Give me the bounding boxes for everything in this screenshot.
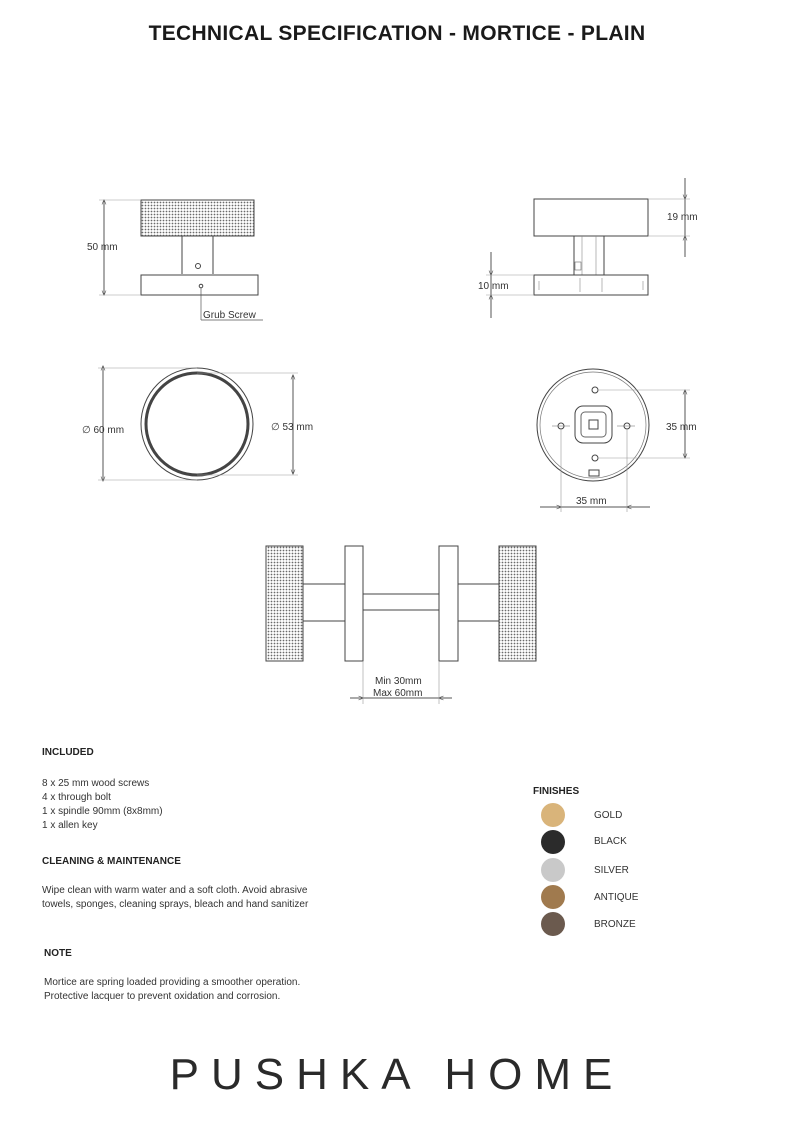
finish-swatch-gold bbox=[541, 803, 565, 827]
finish-swatch-black bbox=[541, 830, 565, 854]
included-item: 8 x 25 mm wood screws bbox=[42, 778, 150, 789]
finishes-heading: FINISHES bbox=[533, 786, 580, 797]
page-title: TECHNICAL SPECIFICATION - MORTICE - PLAIN bbox=[148, 22, 646, 45]
rose-diameter-label: ∅ 60 mm bbox=[82, 425, 125, 436]
brand-wordmark: PUSHKA HOME bbox=[169, 1050, 625, 1099]
cleaning-text bbox=[42, 884, 308, 912]
finish-label-black: BLACK bbox=[594, 836, 627, 847]
note-line: Mortice are spring loaded providing a smoother operation. bbox=[44, 977, 301, 988]
front-view bbox=[98, 366, 298, 481]
included-item: 1 x allen key bbox=[42, 820, 98, 831]
top-height-label: 19 mm bbox=[667, 212, 698, 223]
back-horizontal-label: 35 mm bbox=[576, 496, 607, 507]
finish-label-silver: SILVER bbox=[594, 865, 629, 876]
finish-label-antique: ANTIQUE bbox=[594, 892, 639, 903]
finish-swatch-silver bbox=[541, 858, 565, 882]
included-item: 4 x through bolt bbox=[42, 792, 111, 803]
included-list bbox=[42, 777, 163, 833]
back-view bbox=[537, 369, 690, 512]
side-view bbox=[99, 200, 263, 320]
cleaning-line: Wipe clean with warm water and a soft cloth. Avoid abrasive bbox=[42, 885, 308, 896]
included-item: 1 x spindle 90mm (8x8mm) bbox=[42, 806, 163, 817]
finish-label-gold: GOLD bbox=[594, 810, 623, 821]
door-min-label: Min 30mm bbox=[375, 676, 422, 687]
note-line: Protective lacquer to prevent oxidation and corrosion. bbox=[44, 991, 281, 1002]
spindle bbox=[363, 594, 439, 610]
finish-label-bronze: BRONZE bbox=[594, 919, 636, 930]
left-knob-head bbox=[266, 546, 303, 661]
door-max-label: Max 60mm bbox=[373, 688, 423, 699]
right-knob-head bbox=[499, 546, 536, 661]
left-rose bbox=[345, 546, 363, 661]
note-heading: NOTE bbox=[44, 948, 72, 959]
side-height-label: 50 mm bbox=[87, 242, 118, 253]
grub-screw-hole bbox=[196, 264, 201, 269]
right-rose bbox=[439, 546, 458, 661]
side-view-section bbox=[486, 178, 690, 318]
finish-swatch-bronze bbox=[541, 912, 565, 936]
note-text bbox=[44, 976, 300, 1004]
grub-screw-label: Grub Screw bbox=[203, 310, 256, 321]
knob-knurled-head bbox=[141, 200, 254, 236]
included-heading: INCLUDED bbox=[42, 747, 94, 758]
cleaning-heading: CLEANING & MAINTENANCE bbox=[42, 856, 181, 867]
cleaning-line: towels, sponges, cleaning sprays, bleach and hand sanitizer bbox=[42, 899, 309, 910]
finish-swatch-antique bbox=[541, 885, 565, 909]
back-vertical-label: 35 mm bbox=[666, 422, 697, 433]
knob-diameter-label: ∅ 53 mm bbox=[271, 422, 314, 433]
rose-height-label: 10 mm bbox=[478, 281, 509, 292]
